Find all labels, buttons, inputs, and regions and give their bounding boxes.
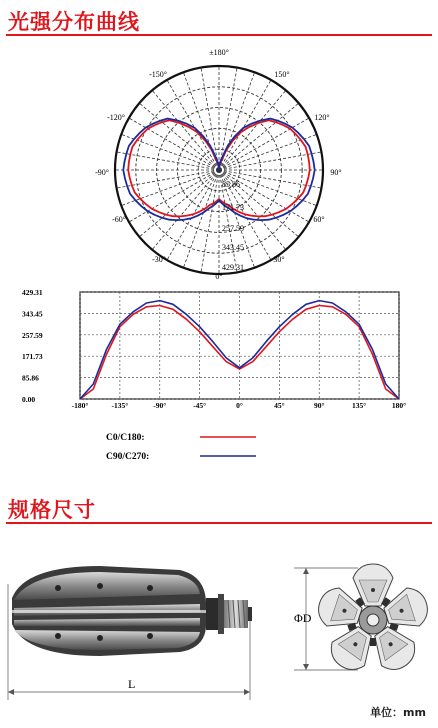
radial-label-5: 429.31 xyxy=(222,263,244,272)
lamp-front-view xyxy=(288,550,438,690)
y-tick-label: 171.73 xyxy=(22,352,43,362)
angle-label-minus-90: -90° xyxy=(95,168,109,177)
angle-label-120: 120° xyxy=(314,113,330,122)
x-tick-label: 0° xyxy=(236,401,243,410)
radial-label-3: 257.59 xyxy=(222,224,244,233)
x-tick-label: 90° xyxy=(314,401,325,410)
x-tick-label: 135° xyxy=(352,401,367,410)
angle-label-60: 60° xyxy=(313,215,325,224)
section-title-dimensions: 规格尺寸 xyxy=(8,498,96,522)
y-tick-label: 85.86 xyxy=(22,373,39,383)
y-tick-label: 0.00 xyxy=(22,395,36,404)
section-title-light-distribution: 光强分布曲线 xyxy=(8,10,140,34)
chart-legend xyxy=(0,428,438,468)
angle-label-minus-150: -150° xyxy=(149,70,167,79)
x-tick-label: -180° xyxy=(71,401,89,410)
chart-x-ticks xyxy=(72,401,407,410)
x-tick-label: 180° xyxy=(391,401,407,410)
y-tick-label: 429.31 xyxy=(22,288,43,297)
length-label: L xyxy=(128,677,136,691)
chart-grid xyxy=(80,292,399,399)
section-divider-2 xyxy=(6,522,432,524)
fin-rivet xyxy=(371,588,375,592)
angle-label-30: 30° xyxy=(273,255,285,264)
y-tick-label: 257.59 xyxy=(22,330,43,340)
radial-label-2: 171.73 xyxy=(222,203,244,212)
x-tick-label: -135° xyxy=(111,401,129,410)
radial-label-1: 85.86 xyxy=(222,180,240,189)
angle-label-minus-120: -120° xyxy=(107,113,125,122)
angle-label-180: ±180° xyxy=(209,48,229,57)
angle-label-90: 90° xyxy=(330,168,342,177)
unit-label: 单位：mm xyxy=(370,706,426,719)
radial-label-4: 343.45 xyxy=(222,243,244,252)
angle-label-minus-60: -60° xyxy=(112,215,126,224)
angle-label-minus-30: -30° xyxy=(152,255,166,264)
x-tick-label: -90° xyxy=(153,401,167,410)
x-tick-label: 45° xyxy=(274,401,285,410)
chart-y-ticks xyxy=(22,288,43,404)
diameter-label: ΦD xyxy=(294,611,312,625)
angle-label-0: 0° xyxy=(215,272,223,281)
fin-clip xyxy=(370,638,376,646)
legend-label-c0: C0/C180: xyxy=(106,433,145,443)
lamp-side-view xyxy=(0,540,270,715)
y-tick-label: 343.45 xyxy=(22,309,43,319)
legend-label-c90: C90/C270: xyxy=(106,452,150,462)
angle-label-150: 150° xyxy=(274,70,290,79)
x-tick-label: -45° xyxy=(193,401,207,410)
